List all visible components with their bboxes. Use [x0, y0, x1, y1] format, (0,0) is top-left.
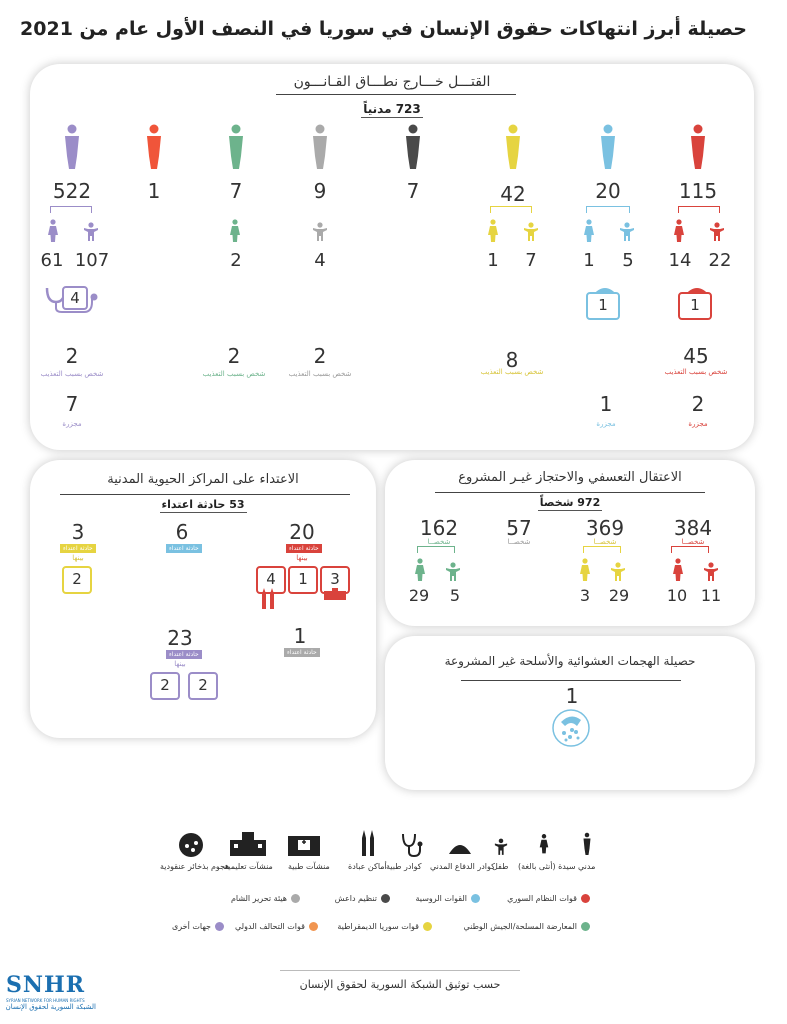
- incident-chip: حادثة اعتداء: [166, 650, 202, 659]
- torture-label: شخص بسبب التعذيب: [288, 370, 352, 378]
- children-hts: 4: [314, 250, 326, 271]
- incident-chip: حادثة اعتداء: [284, 648, 320, 657]
- bracket: [583, 546, 621, 553]
- legend-label: منشآت تعليمية: [224, 862, 273, 871]
- dot: [215, 922, 224, 931]
- cluster-munition-icon: [551, 708, 591, 748]
- torture-regime: 45: [683, 344, 709, 368]
- facilities-panel: [30, 460, 376, 738]
- woman-icon: [538, 832, 550, 856]
- women-other: 61: [40, 250, 64, 271]
- detention-regime-women: 10: [666, 586, 688, 605]
- divider: [435, 492, 705, 493]
- child-icon: [494, 838, 508, 856]
- among-label: بينها: [72, 554, 84, 562]
- medical-facility-count: 2: [150, 672, 180, 700]
- dot: [381, 894, 390, 903]
- massacres-label: مجزرة: [688, 420, 708, 428]
- worship-icon: [360, 830, 376, 856]
- logo-english: SYRIAN NETWORK FOR HUMAN RIGHTS: [6, 998, 85, 1003]
- worship-count: 4: [256, 566, 286, 594]
- detention-opposition: 162: [419, 516, 459, 540]
- legend-coalition: قوات التحالف الدولي: [235, 922, 318, 931]
- child-icon: [523, 222, 539, 242]
- torture-label: شخص بسبب التعذيب: [40, 370, 104, 378]
- detention-total: 972 شخصاً: [539, 496, 601, 509]
- civilian-icon: [598, 124, 618, 170]
- detention-sdf-women: 3: [579, 586, 591, 605]
- dot: [309, 922, 318, 931]
- massacres-label: مجزرة: [62, 420, 82, 428]
- women-opposition: 2: [230, 250, 242, 271]
- legend-isis: تنظيم داعش: [335, 894, 390, 903]
- legend-label: كوادر الدفاع المدني: [430, 862, 495, 871]
- child-icon: [610, 562, 626, 582]
- count-opposition: 7: [229, 179, 243, 203]
- facilities-total: 53 حادثة اعتداء: [161, 498, 245, 511]
- child-icon: [83, 222, 99, 242]
- civilian-icon: [688, 124, 708, 170]
- woman-icon: [578, 558, 592, 582]
- child-icon: [703, 562, 719, 582]
- killing-total: 723 مدنياً: [363, 102, 421, 116]
- detention-hts: 57: [506, 516, 532, 540]
- icon-legend: [160, 828, 600, 878]
- worship-icon: [260, 588, 276, 610]
- woman-icon: [672, 219, 686, 243]
- torture-label: شخص بسبب التعذيب: [664, 368, 728, 376]
- civilian-icon: [226, 124, 246, 170]
- person-label: شخصــا: [681, 538, 705, 546]
- bracket: [586, 206, 630, 213]
- detention-panel: [385, 460, 755, 626]
- legend-label: كوادر طبية: [386, 862, 422, 871]
- cluster-count: 1: [565, 684, 579, 708]
- cluster-panel: [385, 636, 755, 790]
- person-label: شخصــا: [427, 538, 451, 546]
- legend-sdf: قوات سوريا الديمقراطية: [337, 922, 432, 931]
- child-icon: [709, 222, 725, 242]
- detention-opposition-children: 5: [449, 586, 461, 605]
- divider: [461, 680, 681, 681]
- bracket: [417, 546, 455, 553]
- incident-chip: حادثة اعتداء: [166, 544, 202, 553]
- bracket: [50, 206, 92, 213]
- torture-label: شخص بسبب التعذيب: [202, 370, 266, 378]
- legend-label: طفل: [492, 862, 509, 871]
- stethoscope-icon: [400, 832, 424, 858]
- civil-defense-icon: [448, 840, 472, 854]
- legend-label: هجوم بذخائر عنقودية: [160, 862, 230, 871]
- legend-hts: هيئة تحرير الشام: [231, 894, 300, 903]
- school-count: 3: [320, 566, 350, 594]
- count-regime: 115: [678, 179, 718, 203]
- civilian-icon: [503, 124, 523, 170]
- killing-title: القتـــل خـــارج نطـــاق القـانـــون: [293, 74, 491, 90]
- children-regime: 22: [708, 250, 732, 271]
- detention-sdf: 369: [585, 516, 625, 540]
- child-icon: [445, 562, 461, 582]
- count-sdf: 42: [500, 182, 526, 206]
- detention-opposition-women: 29: [408, 586, 430, 605]
- count-isis: 7: [406, 179, 420, 203]
- legend-label: أماكن عبادة: [348, 862, 387, 871]
- stethoscope-box: [44, 284, 104, 312]
- among-label: بينها: [296, 554, 308, 562]
- civil-defense-count: 1: [586, 292, 620, 320]
- source-note: حسب توثيق الشبكة السورية لحقوق الإنسان: [299, 978, 501, 991]
- cluster-icon: [178, 832, 204, 858]
- party-legend: [170, 894, 590, 944]
- page-title: حصيلة أبرز انتهاكات حقوق الإنسان في سوريا في النصف الأول عام من 2021: [20, 18, 747, 40]
- woman-icon: [582, 219, 596, 243]
- dot: [291, 894, 300, 903]
- detention-title: الاعتقال التعسفي والاحتجاز غيـر المشروع: [458, 470, 682, 485]
- school-icon: [230, 830, 266, 856]
- civil-defense-russian: [586, 286, 620, 318]
- incident-chip: حادثة اعتداء: [286, 544, 322, 553]
- massacres-regime: 2: [691, 392, 705, 416]
- torture-hts: 2: [313, 344, 327, 368]
- woman-icon: [413, 558, 427, 582]
- count-russian: 20: [595, 179, 621, 203]
- facilities-hts-count: 1: [293, 624, 307, 648]
- massacres-label: مجزرة: [596, 420, 616, 428]
- torture-sdf: 8: [505, 348, 519, 372]
- woman-icon: [228, 219, 242, 243]
- facilities-sdf-count: 3: [71, 520, 85, 544]
- legend-regime: قوات النظام السوري: [507, 894, 590, 903]
- legend-label: مدني: [578, 862, 596, 871]
- facilities-regime-count: 20: [289, 520, 315, 544]
- civilian-icon: [310, 124, 330, 170]
- women-russian: 1: [583, 250, 595, 271]
- civil-defense-regime: [678, 286, 712, 318]
- dot: [471, 894, 480, 903]
- facilities-title: الاعتداء على المراكز الحيوية المدنية: [107, 472, 299, 487]
- legend-russian: القوات الروسية: [416, 894, 480, 903]
- massacres-russian: 1: [599, 392, 613, 416]
- legend-label: منشآت طبية: [288, 862, 330, 871]
- torture-label: شخص بسبب التعذيب: [480, 368, 544, 376]
- woman-icon: [671, 558, 685, 582]
- legend-opposition: المعارضة المسلحة/الجيش الوطني: [463, 922, 590, 931]
- woman-icon: [46, 219, 60, 243]
- bracket: [490, 206, 532, 213]
- incident-chip: حادثة اعتداء: [60, 544, 96, 553]
- torture-opposition: 2: [227, 344, 241, 368]
- detention-sdf-children: 29: [608, 586, 630, 605]
- school-icon: [324, 588, 346, 600]
- bracket: [671, 546, 709, 553]
- women-sdf: 1: [487, 250, 499, 271]
- person-label: شخصــا: [507, 538, 531, 546]
- killing-panel: [30, 64, 754, 450]
- massacres-other: 7: [65, 392, 79, 416]
- count-hts: 9: [313, 179, 327, 203]
- dot: [423, 922, 432, 931]
- logo-arabic: الشبكة السورية لحقوق الإنسان: [5, 1003, 96, 1011]
- civilian-icon: [62, 124, 82, 170]
- civilian-icon: [582, 832, 592, 856]
- civilian-icon: [144, 124, 164, 170]
- facilities-russian-count: 6: [175, 520, 189, 544]
- snhr-logo: [6, 972, 96, 1016]
- detention-regime: 384: [673, 516, 713, 540]
- child-icon: [312, 222, 328, 242]
- person-label: شخصــا: [593, 538, 617, 546]
- medical-facility-count: 1: [288, 566, 318, 594]
- medical-count: 4: [62, 286, 88, 310]
- woman-icon: [486, 219, 500, 243]
- count-coalition: 1: [147, 179, 161, 203]
- children-other: 107: [74, 250, 110, 271]
- among-label: بينها: [174, 660, 186, 668]
- medical-facility-icon: [288, 836, 320, 856]
- divider: [60, 494, 350, 495]
- legend-other: جهات أخرى: [172, 922, 224, 931]
- children-sdf: 7: [525, 250, 537, 271]
- civilian-icon: [403, 124, 423, 170]
- facilities-other-count: 23: [167, 626, 193, 650]
- children-russian: 5: [622, 250, 634, 271]
- dot: [581, 894, 590, 903]
- women-regime: 14: [668, 250, 692, 271]
- child-icon: [619, 222, 635, 242]
- dot: [581, 922, 590, 931]
- logo-text: SNHR: [6, 972, 86, 998]
- bracket: [678, 206, 720, 213]
- cluster-title: حصيلة الهجمات العشوائية والأسلحة غير المشروعة: [444, 654, 696, 668]
- legend-label: سيدة (أنثى بالغة): [518, 862, 576, 871]
- footer-divider: [280, 970, 520, 971]
- school-count: 2: [188, 672, 218, 700]
- count-other: 522: [52, 179, 92, 203]
- civil-defense-count: 1: [678, 292, 712, 320]
- medical-facility-count: 2: [62, 566, 92, 594]
- divider: [276, 94, 516, 95]
- detention-regime-children: 11: [700, 586, 722, 605]
- torture-other: 2: [65, 344, 79, 368]
